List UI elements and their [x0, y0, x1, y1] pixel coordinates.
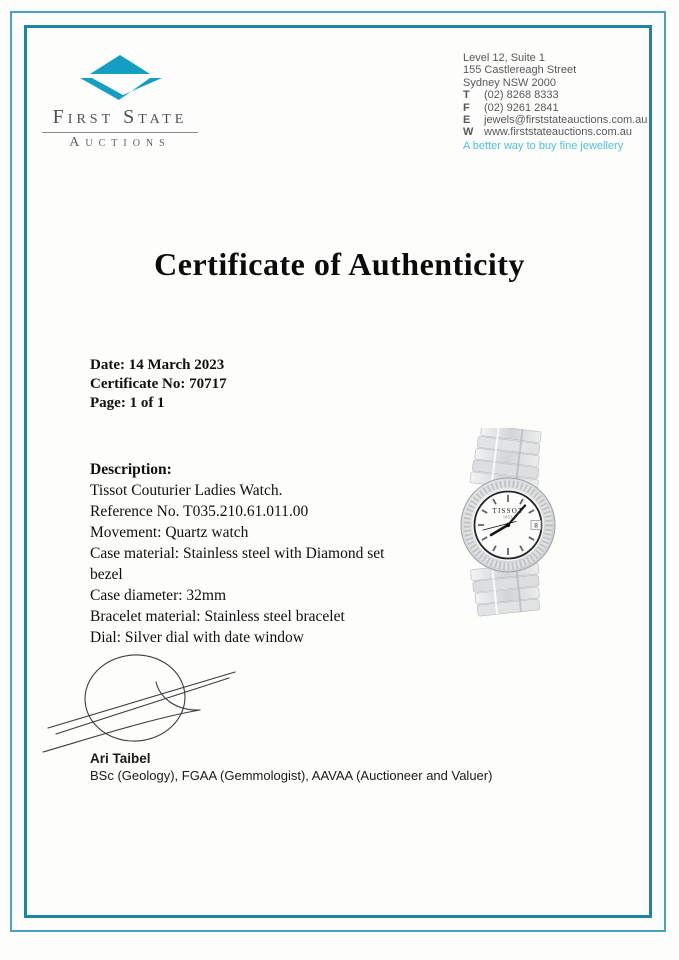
description-line: Movement: Quartz watch [90, 524, 249, 541]
email-label: E [463, 114, 471, 127]
fax-value: (02) 9261 2841 [484, 101, 559, 114]
certificate-date: Date: 14 March 2023 [90, 357, 225, 373]
certificate-number: Certificate No: 70717 [90, 376, 227, 392]
address-line: Level 12, Suite 1 [463, 52, 545, 64]
website-label: W [463, 126, 474, 139]
description-line: Tissot Couturier Ladies Watch. [90, 482, 283, 499]
signature [28, 640, 328, 760]
phone-value: (02) 8268 8333 [484, 89, 559, 102]
description-line: Bracelet material: Stainless steel bracelet [90, 608, 345, 625]
watch-brand-text: TISSOT [492, 507, 524, 515]
phone-label: T [463, 89, 470, 102]
email-value: jewels@firststateauctions.com.au [484, 114, 648, 127]
date-window-value: 8 [534, 522, 538, 530]
description-line: bezel [90, 566, 123, 583]
description-line: Dial: Silver dial with date window [90, 629, 304, 646]
certificate-page-count: Page: 1 of 1 [90, 395, 165, 411]
signatory-block [90, 750, 492, 784]
logo-name: First State [52, 106, 188, 128]
first-state-auctions-logo [38, 52, 202, 151]
logo-subtitle: Auctions [69, 135, 171, 150]
description-line: Reference No. T035.210.61.011.00 [90, 503, 309, 520]
email-row [463, 114, 663, 126]
description-line: Case diameter: 32mm [90, 587, 227, 604]
certificate-meta [90, 356, 227, 413]
description-line: Case material: Stainless steel with Diamond set [90, 545, 385, 562]
fax-row [463, 102, 663, 114]
contact-block [463, 52, 663, 139]
signatory-credentials: BSc (Geology), FGAA (Gemmologist), AAVAA (Auctioneer and Valuer) [90, 768, 493, 783]
logo-divider [42, 132, 198, 133]
watch-photo [420, 428, 605, 620]
diamond-logo-icon [77, 52, 163, 102]
address-line: Sydney NSW 2000 [463, 76, 556, 89]
website-row [463, 126, 663, 138]
certificate-title: Certificate of Authenticity [154, 246, 525, 282]
phone-row [463, 89, 663, 101]
signatory-name: Ari Taibel [90, 751, 151, 766]
watch-est-text: 1853 [503, 515, 513, 520]
address-line: 155 Castlereagh Street [463, 64, 577, 77]
company-tagline: A better way to buy fine jewellery [463, 140, 624, 152]
fax-label: F [463, 101, 470, 114]
website-value: www.firststateauctions.com.au [484, 126, 632, 139]
item-description [90, 459, 384, 648]
description-heading: Description: [90, 461, 172, 478]
